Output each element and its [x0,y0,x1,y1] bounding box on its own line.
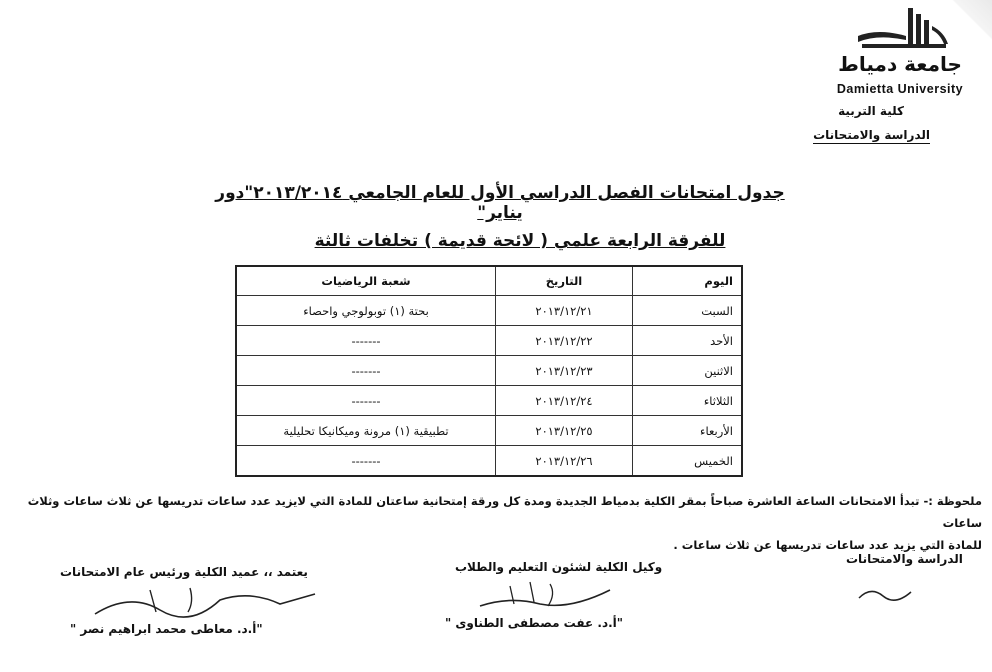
row-date: ٢٠١٣/١٢/٢٥ [496,416,633,446]
university-emblem-icon [848,6,958,54]
row-date: ٢٠١٣/١٢/٢٦ [496,446,633,477]
schedule-title: جدول امتحانات الفصل الدراسي الأول للعام الجامعي ٢٠١٣/٢٠١٤"دور يناير" [215,183,785,223]
row-subject: ------- [236,326,496,356]
row-date: ٢٠١٣/١٢/٢٣ [496,356,633,386]
faculty-name: كلية التربية [838,104,904,118]
row-subject: ------- [236,446,496,477]
row-day: الاثنين [633,356,743,386]
row-day: الثلاثاء [633,386,743,416]
exam-schedule-table [235,265,743,477]
note-line-1: ملحوظة :- تبدأ الامتحانات الساعة العاشرة صباحاً بمقر الكلية بدمياط الجديدة ومدة كل ورقة إمتحانية ساعتان للمادة التي لايزيد عدد ساعات تدريسها عن ثلاث ساعات وثلاث ساعات [27,494,982,530]
row-day: الخميس [633,446,743,477]
table-row [236,356,742,386]
university-logo [820,6,980,96]
university-name-english: Damietta University [836,82,964,96]
dean-signature-scribble-icon [90,582,320,622]
department-signature-title: الدراسة والامتحانات [846,552,963,566]
vice-dean-name: "أ.د. عفت مصطفى الطناوى " [445,616,624,630]
row-date: ٢٠١٣/١٢/٢٤ [496,386,633,416]
table-row [236,386,742,416]
row-day: الأربعاء [633,416,743,446]
schedule-subtitle: للفرقة الرابعة علمي ( لائحة قديمة ) تخلفات ثالثة [314,231,726,251]
exam-note [0,490,982,556]
row-day: الأحد [633,326,743,356]
row-subject: ------- [236,356,496,386]
university-name-arabic: جامعة دمياط [838,52,962,76]
row-date: ٢٠١٣/١٢/٢٢ [496,326,633,356]
header-subject: شعبة الرياضيات [236,266,496,296]
header-day: اليوم [633,266,743,296]
department-name: الدراسة والامتحانات [813,128,930,142]
vice-dean-signature-scribble-icon [470,576,630,620]
table-row [236,416,742,446]
row-subject: تطبيقية (١) مرونة وميكانيكا تحليلية [236,416,496,446]
row-subject: ------- [236,386,496,416]
dean-signature-title: يعتمد ،، عميد الكلية ورئيس عام الامتحانات [60,565,308,579]
table-row [236,296,742,326]
header-date: التاريخ [496,266,633,296]
row-day: السبت [633,296,743,326]
row-date: ٢٠١٣/١٢/٢١ [496,296,633,326]
vice-dean-signature-title: وكيل الكلية لشئون التعليم والطلاب [455,560,663,574]
dean-name: "أ.د. معاطى محمد ابراهيم نصر " [70,622,263,636]
table-row [236,446,742,477]
table-header-row [236,266,742,296]
department-signature-scribble-icon [855,582,915,606]
note-line-2: للمادة التي يزيد عدد ساعات تدريسها عن ثلاث ساعات . [673,538,982,552]
table-row [236,326,742,356]
row-subject: بحتة (١) توبولوجي واحصاء [236,296,496,326]
